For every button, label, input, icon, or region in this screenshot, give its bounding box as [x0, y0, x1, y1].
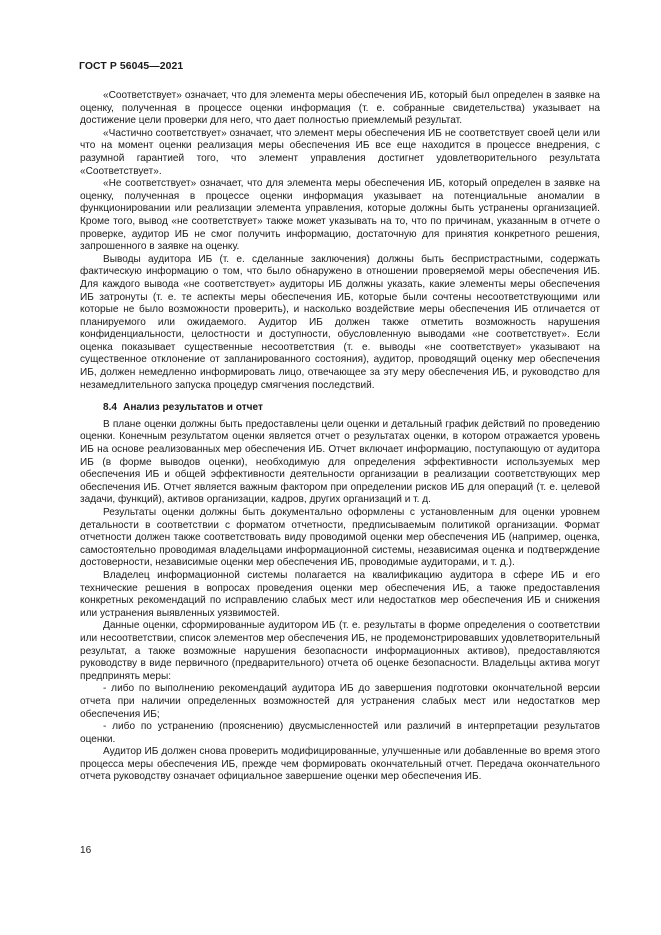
list-item-ambiguities: - либо по устранению (прояснению) двусмысленностей или различий в интерпретации результатов оценки.	[80, 721, 600, 745]
page-body	[80, 90, 600, 784]
paragraph-results-documentation: Результаты оценки должны быть документально оформлены с установленным для оценки уровнем детальности в соответствии с форматом отчетности, предписываемым политикой организации. Формат отчетности должен также соответствовать виду проводимой оценки мер обеспечения ИБ (например, оценка, самостоятельно проводимая владельцами информационной системы, независимая оценка и подтверждение достоверности, независимые оценки мер обеспечения ИБ, проводимые аудиторами, и т. д.).	[80, 507, 600, 569]
paragraph-final-report: Аудитор ИБ должен снова проверить модифицированные, улучшенные или добавленные во время этого процесса меры обеспечения ИБ, прежде чем формировать окончательный отчет. Передача окончательного отчета руководству означает официальное завершение оценки мер обеспечения ИБ.	[80, 746, 600, 783]
document-id: ГОСТ Р 56045—2021	[79, 61, 184, 72]
section-title: Анализ результатов и отчет	[123, 402, 263, 414]
section-heading	[80, 402, 600, 415]
paragraph-partially-compliant: «Частично соответствует» означает, что элемент меры обеспечения ИБ не соответствует своей цели или что на момент оценки реализация меры обеспечения ИБ все еще находится в процессе внедрения, с разумной гарантией того, что элемент управления достигнет удовлетворительного результата «Соответствует».	[80, 127, 600, 177]
paragraph-compliant: «Соответствует» означает, что для элемента меры обеспечения ИБ, который был определен в заявке на оценку, полученная в процессе оценки информация (т. е. собранные свидетельства) указывает на достижение цели проверки для него, что дает полностью приемлемый результат.	[80, 90, 600, 127]
paragraph-assessment-data: Данные оценки, сформированные аудитором ИБ (т. е. результаты в форме определения о соответствии или несоответствии, список элементов мер обеспечения ИБ, не продемонстрировавших удовлетворительный результат, а также возможные нарушения безопасности информационных активов), предоставляются руководству в виде первичного (предварительного) отчета об оценке безопасности. Владельцы актива могут предпринять меры:	[80, 620, 600, 682]
list-item-recommendations: - либо по выполнению рекомендаций аудитора ИБ до завершения подготовки окончательной версии отчета при наличии определенных возможностей для устранения слабых мест или недостатков мер обеспечения ИБ;	[80, 683, 600, 720]
section-number: 8.4	[103, 402, 118, 414]
paragraph-non-compliant: «Не соответствует» означает, что для элемента меры обеспечения ИБ, который определен в заявке на оценку, полученная в процессе оценки информация указывает на потенциальные аномалии в функционировании или реализации элемента управления, которые должны быть устранены организацией. Кроме того, вывод «не соответствует» также может указывать на то, что по причинам, указанным в отчете о проверке, аудитор ИБ не смог получить информацию, достаточную для принятия конкретного решения, запрошенного в заявке на оценку.	[80, 178, 600, 253]
paragraph-system-owner: Владелец информационной системы полагается на квалификацию аудитора в сфере ИБ и его технические решения в вопросах проведения оценки мер обеспечения ИБ, а также предоставления конкретных рекомендаций по исправлению слабых мест или недостатков мер обеспечения ИБ и снижения или устранения выявленных уязвимостей.	[80, 569, 600, 619]
page-footer	[80, 845, 91, 856]
page-number: 16	[80, 845, 92, 856]
document-header	[79, 61, 183, 72]
paragraph-auditor-findings: Выводы аудитора ИБ (т. е. сделанные заключения) должны быть беспристрастными, содержать фактическую информацию о том, что было обнаружено в отношении проверяемой меры обеспечения ИБ. Для каждого вывода «не соответствует» аудиторы ИБ должны указать, какие элементы меры обеспечения ИБ затронуты (т. е. те аспекты меры обеспечения ИБ, которые были сочтены несоответствующими или которые не было возможности проверить), и насколько воздействие меры обеспечения ИБ отличается от планируемого или ожидаемого. Аудитор ИБ должен также отметить возможность нарушения конфиденциальности, целостности и доступности, обусловленную выводами «не соответствует». Если оценка показывает существенные несоответствия (т. е. выводы «не соответствует» указывают на существенное отклонение от запланированного состояния), аудитор, проводящий оценку мер обеспечения ИБ, должен немедленно информировать лицо, отвечающее за эту меру обеспечения ИБ, и руководство для незамедлительного запуска процедур смягчения последствий.	[80, 253, 600, 391]
paragraph-assessment-plan: В плане оценки должны быть предоставлены цели оценки и детальный график действий по проведению оценки. Конечным результатом оценки является отчет о результатах оценки, в котором отражается уровень ИБ на основе реализованных мер обеспечения ИБ. Отчет включает информацию, поступающую от аудитора ИБ (в форме выводов оценки), необходимую для определения эффективности используемых мер обеспечения ИБ и общей эффективности деятельности организации в реализации соответствующих мер обеспечения ИБ. Отчет является важным фактором при определении рисков ИБ для операций (т. е. целевой задачи, функций), активов организации, кадров, других организаций и т. д.	[80, 418, 600, 506]
